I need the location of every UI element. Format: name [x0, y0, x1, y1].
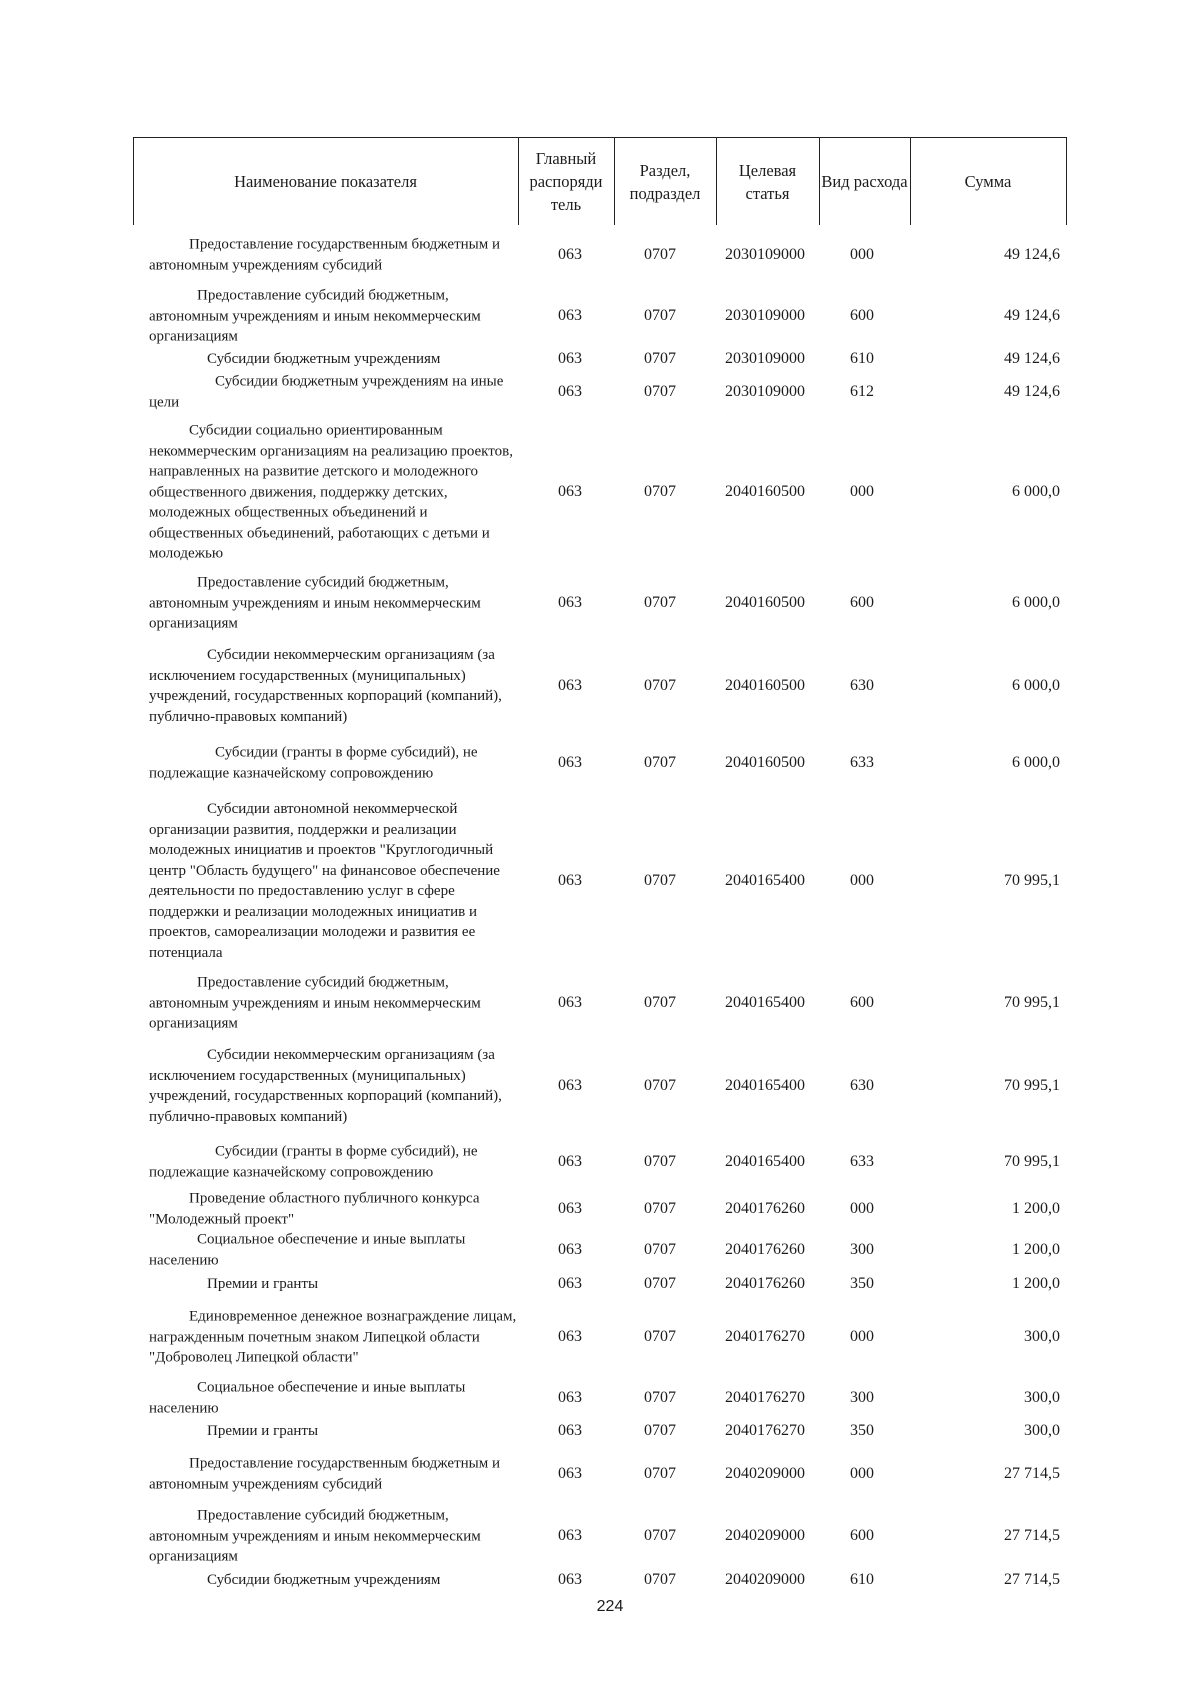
- row-grbs: 063: [558, 1389, 582, 1406]
- header-divider: [1066, 137, 1067, 225]
- row-grbs: 063: [558, 307, 582, 324]
- row-razdel: 0707: [644, 994, 676, 1011]
- row-vid-rashoda: 610: [850, 350, 874, 367]
- header-summa-text: Сумма: [964, 172, 1012, 191]
- row-vid-rashoda: 630: [850, 677, 874, 694]
- row-summa: 49 124,6: [1004, 307, 1060, 324]
- row-summa: 27 714,5: [1004, 1527, 1060, 1544]
- row-celevaya-statya: 2030109000: [725, 350, 805, 367]
- row-celevaya-statya: 2040165400: [725, 994, 805, 1011]
- header-razdel: [614, 137, 716, 225]
- row-celevaya-statya: 2040165400: [725, 872, 805, 889]
- row-celevaya-statya: 2040176270: [725, 1389, 805, 1406]
- row-razdel: 0707: [644, 383, 676, 400]
- row-vid-rashoda: 000: [850, 483, 874, 500]
- row-name: Социальное обеспечение и иные выплаты населению: [149, 1231, 466, 1268]
- header-name-text: Наименование показателя: [234, 172, 417, 191]
- row-vid-rashoda: 600: [850, 994, 874, 1011]
- row-grbs: 063: [558, 1200, 582, 1217]
- row-summa: 6 000,0: [1012, 754, 1060, 771]
- row-razdel: 0707: [644, 594, 676, 611]
- row-vid-rashoda: 300: [850, 1389, 874, 1406]
- header-divider: [133, 137, 134, 225]
- row-celevaya-statya: 2030109000: [725, 307, 805, 324]
- row-razdel: 0707: [644, 677, 676, 694]
- row-name: Предоставление государственным бюджетным и автономным учреждениям субсидий: [149, 236, 501, 273]
- row-name: Предоставление субсидий бюджетным, автономным учреждениям и иным некоммерческим организациям: [149, 287, 481, 345]
- row-vid-rashoda: 610: [850, 1571, 874, 1588]
- row-razdel: 0707: [644, 1422, 676, 1439]
- row-name: Единовременное денежное вознаграждение лицам, награжденным почетным знаком Липецкой области "Доброволец Липецкой области": [149, 1308, 517, 1366]
- row-name: Субсидии бюджетным учреждениям: [207, 350, 441, 367]
- row-razdel: 0707: [644, 1328, 676, 1345]
- row-name: Субсидии (гранты в форме субсидий), не подлежащие казначейскому сопровождению: [149, 744, 478, 781]
- row-grbs: 063: [558, 1153, 582, 1170]
- row-summa: 1 200,0: [1012, 1241, 1060, 1258]
- row-vid-rashoda: 633: [850, 754, 874, 771]
- row-vid-rashoda: 612: [850, 383, 874, 400]
- row-name: Субсидии (гранты в форме субсидий), не подлежащие казначейскому сопровождению: [149, 1143, 478, 1180]
- row-grbs: 063: [558, 246, 582, 263]
- row-celevaya-statya: 2040176260: [725, 1241, 805, 1258]
- row-celevaya-statya: 2030109000: [725, 383, 805, 400]
- header-divider: [716, 137, 717, 225]
- row-vid-rashoda: 000: [850, 1200, 874, 1217]
- row-name: Субсидии бюджетным учреждениям на иные цели: [149, 373, 504, 410]
- row-celevaya-statya: 2040176260: [725, 1275, 805, 1292]
- row-celevaya-statya: 2040176270: [725, 1328, 805, 1345]
- row-grbs: 063: [558, 754, 582, 771]
- header-summa: [910, 137, 1066, 225]
- header-divider: [614, 137, 615, 225]
- row-celevaya-statya: 2040209000: [725, 1527, 805, 1544]
- row-celevaya-statya: 2040209000: [725, 1465, 805, 1482]
- row-summa: 6 000,0: [1012, 677, 1060, 694]
- row-grbs: 063: [558, 483, 582, 500]
- row-razdel: 0707: [644, 1241, 676, 1258]
- row-grbs: 063: [558, 1527, 582, 1544]
- row-celevaya-statya: 2030109000: [725, 246, 805, 263]
- row-razdel: 0707: [644, 1200, 676, 1217]
- row-razdel: 0707: [644, 1571, 676, 1588]
- row-grbs: 063: [558, 350, 582, 367]
- row-grbs: 063: [558, 1241, 582, 1258]
- row-name: Премии и гранты: [207, 1422, 319, 1439]
- row-summa: 49 124,6: [1004, 246, 1060, 263]
- row-name: Субсидии автономной некоммерческой организации развития, поддержки и реализации молодежных инициатив и проектов "Круглогодичный центр "Область будущего" на финансовое обеспечение деятельности по предоставлению услуг в сфере поддержки и реализации молодежных инициатив и проектов, самореализации молодежи и развития ее потенциала: [149, 801, 500, 961]
- row-name: Предоставление государственным бюджетным и автономным учреждениям субсидий: [149, 1455, 501, 1492]
- row-name: Субсидии некоммерческим организациям (за исключением государственных (муниципальных) учреждений, государственных корпораций (компаний), публично-правовых компаний): [149, 1047, 502, 1125]
- row-vid-rashoda: 300: [850, 1241, 874, 1258]
- row-razdel: 0707: [644, 754, 676, 771]
- header-celevaya: [716, 137, 819, 225]
- row-grbs: 063: [558, 1077, 582, 1094]
- header-divider: [910, 137, 911, 225]
- row-celevaya-statya: 2040160500: [725, 677, 805, 694]
- row-grbs: 063: [558, 1328, 582, 1345]
- row-celevaya-statya: 2040165400: [725, 1077, 805, 1094]
- row-vid-rashoda: 600: [850, 594, 874, 611]
- row-vid-rashoda: 633: [850, 1153, 874, 1170]
- row-grbs: 063: [558, 1275, 582, 1292]
- row-vid-rashoda: 600: [850, 307, 874, 324]
- row-summa: 6 000,0: [1012, 594, 1060, 611]
- header-grbs: [518, 137, 614, 225]
- row-celevaya-statya: 2040176260: [725, 1200, 805, 1217]
- row-vid-rashoda: 000: [850, 1465, 874, 1482]
- header-celevaya-text: Целевая статья: [738, 160, 797, 203]
- row-celevaya-statya: 2040165400: [725, 1153, 805, 1170]
- row-name: Предоставление субсидий бюджетным, автономным учреждениям и иным некоммерческим организациям: [149, 574, 481, 632]
- row-vid-rashoda: 630: [850, 1077, 874, 1094]
- row-vid-rashoda: 000: [850, 246, 874, 263]
- row-summa: 300,0: [1024, 1328, 1060, 1345]
- row-celevaya-statya: 2040176270: [725, 1422, 805, 1439]
- row-razdel: 0707: [644, 350, 676, 367]
- row-razdel: 0707: [644, 1275, 676, 1292]
- row-name: Предоставление субсидий бюджетным, автономным учреждениям и иным некоммерческим организациям: [149, 974, 481, 1032]
- row-grbs: 063: [558, 1422, 582, 1439]
- row-name: Премии и гранты: [207, 1275, 319, 1292]
- row-summa: 70 995,1: [1004, 1153, 1060, 1170]
- row-grbs: 063: [558, 594, 582, 611]
- row-summa: 6 000,0: [1012, 483, 1060, 500]
- header-grbs-text: Главный распоряди тель: [529, 149, 603, 214]
- row-summa: 1 200,0: [1012, 1200, 1060, 1217]
- row-grbs: 063: [558, 1571, 582, 1588]
- header-name: [133, 137, 518, 225]
- header-vid-text: Вид расхода: [821, 172, 908, 191]
- row-razdel: 0707: [644, 1153, 676, 1170]
- row-grbs: 063: [558, 677, 582, 694]
- row-name: Социальное обеспечение и иные выплаты населению: [149, 1379, 466, 1416]
- row-celevaya-statya: 2040160500: [725, 754, 805, 771]
- row-name: Субсидии бюджетным учреждениям: [207, 1571, 441, 1588]
- header-razdel-text: Раздел, подраздел: [629, 160, 701, 203]
- row-summa: 27 714,5: [1004, 1465, 1060, 1482]
- row-name: Субсидии некоммерческим организациям (за исключением государственных (муниципальных) учреждений, государственных корпораций (компаний), публично-правовых компаний): [149, 647, 502, 725]
- row-vid-rashoda: 000: [850, 872, 874, 889]
- row-celevaya-statya: 2040160500: [725, 594, 805, 611]
- header-divider: [819, 137, 820, 225]
- row-summa: 70 995,1: [1004, 994, 1060, 1011]
- row-summa: 1 200,0: [1012, 1275, 1060, 1292]
- header-divider: [518, 137, 519, 225]
- row-razdel: 0707: [644, 1389, 676, 1406]
- row-grbs: 063: [558, 994, 582, 1011]
- row-grbs: 063: [558, 1465, 582, 1482]
- row-summa: 27 714,5: [1004, 1571, 1060, 1588]
- row-celevaya-statya: 2040209000: [725, 1571, 805, 1588]
- row-razdel: 0707: [644, 1465, 676, 1482]
- row-razdel: 0707: [644, 246, 676, 263]
- row-summa: 300,0: [1024, 1422, 1060, 1439]
- row-summa: 300,0: [1024, 1389, 1060, 1406]
- row-summa: 70 995,1: [1004, 1077, 1060, 1094]
- row-celevaya-statya: 2040160500: [725, 483, 805, 500]
- row-grbs: 063: [558, 872, 582, 889]
- row-razdel: 0707: [644, 307, 676, 324]
- row-razdel: 0707: [644, 483, 676, 500]
- row-summa: 49 124,6: [1004, 383, 1060, 400]
- row-name: Предоставление субсидий бюджетным, автономным учреждениям и иным некоммерческим организациям: [149, 1507, 481, 1565]
- header-vid: [819, 137, 910, 225]
- row-vid-rashoda: 350: [850, 1275, 874, 1292]
- row-name: Субсидии социально ориентированным некоммерческим организациям на реализацию проектов, направленных на развитие детского и молодежного общественного движения, поддержку детских, молодежных общественных объединений и общественных объединений, работающих с детьми и молодежью: [149, 422, 513, 562]
- row-vid-rashoda: 000: [850, 1328, 874, 1345]
- row-name: Проведение областного публичного конкурса "Молодежный проект": [149, 1190, 480, 1227]
- row-vid-rashoda: 600: [850, 1527, 874, 1544]
- page-number: 224: [596, 1598, 624, 1615]
- row-vid-rashoda: 350: [850, 1422, 874, 1439]
- row-grbs: 063: [558, 383, 582, 400]
- row-razdel: 0707: [644, 1527, 676, 1544]
- row-summa: 49 124,6: [1004, 350, 1060, 367]
- row-razdel: 0707: [644, 872, 676, 889]
- row-summa: 70 995,1: [1004, 872, 1060, 889]
- row-razdel: 0707: [644, 1077, 676, 1094]
